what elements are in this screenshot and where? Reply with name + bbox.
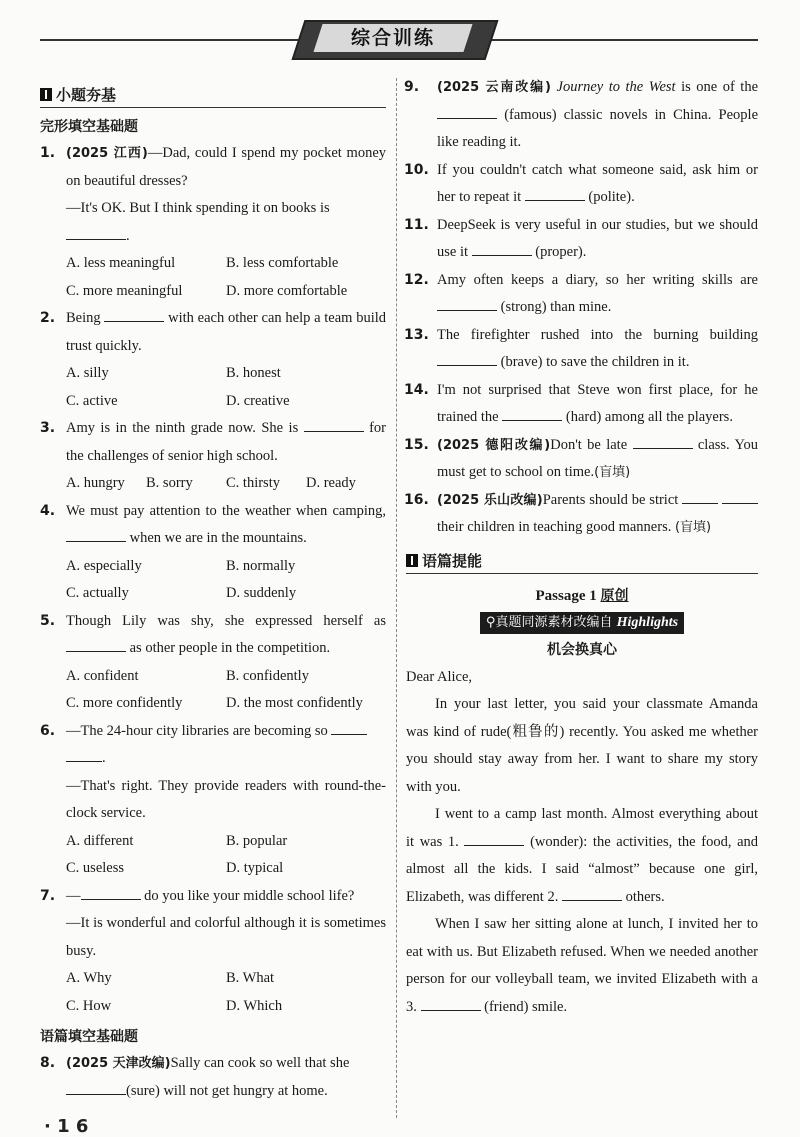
answer-blank[interactable] xyxy=(331,720,367,735)
question-text: when we are in the mountains. xyxy=(129,530,307,546)
question-8 xyxy=(40,1050,386,1105)
question-number: 11. xyxy=(404,216,429,233)
options-1 xyxy=(40,250,386,305)
question-number: 8. xyxy=(40,1055,56,1071)
answer-blank[interactable] xyxy=(437,351,497,366)
question-text: their children in teaching good manners. xyxy=(437,519,672,535)
letter-greeting: Dear Alice, xyxy=(406,668,473,685)
blind-fill-hint: (盲填) xyxy=(674,520,712,535)
options-5 xyxy=(40,663,386,718)
question-10 xyxy=(406,157,758,212)
question-number: 16. xyxy=(404,491,429,508)
options-4 xyxy=(40,553,386,608)
section-title: 语篇提能 xyxy=(422,551,483,570)
options-3 xyxy=(40,470,386,498)
location-pin-icon: ⚲ xyxy=(485,614,496,630)
answer-blank[interactable] xyxy=(66,225,126,240)
question-text: for the challenges of senior high school. xyxy=(66,420,387,464)
option-a[interactable]: A. less meaningful xyxy=(66,255,176,271)
option-c[interactable]: C. more meaningful xyxy=(66,282,183,299)
option-c[interactable]: C. more confidently xyxy=(66,695,183,711)
options-2 xyxy=(40,360,386,415)
question-6 xyxy=(40,718,386,828)
answer-blank[interactable] xyxy=(304,417,364,432)
answer-blank[interactable] xyxy=(81,885,141,900)
question-text: We must pay attention to the weather when camping, xyxy=(66,502,386,519)
option-d[interactable]: D. ready xyxy=(306,475,356,491)
book-icon xyxy=(406,554,418,567)
question-text: Being xyxy=(66,310,101,326)
question-text: If you couldn't catch what someone said, ask him or her to repeat it xyxy=(437,161,758,205)
answer-blank[interactable] xyxy=(502,406,562,421)
option-c[interactable]: C. active xyxy=(66,392,118,409)
question-text: with each other can help a team build trust quickly. xyxy=(66,310,387,354)
answer-blank[interactable] xyxy=(525,186,585,201)
question-text: (proper). xyxy=(535,244,587,260)
option-b[interactable]: B. less comfortable xyxy=(226,255,339,271)
option-a[interactable]: A. different xyxy=(66,832,134,849)
book-title: Journey to the West xyxy=(556,79,676,95)
passage-paragraph-1: In your last letter, you said your classmate Amanda was kind of rude(粗鲁的) recently. You asked me whether you should stay away from her. I want to share my story with you. xyxy=(406,696,758,795)
question-text: — xyxy=(66,887,81,904)
question-text: Sally can cook so well that she xyxy=(170,1055,350,1071)
question-text: . xyxy=(102,750,106,766)
question-7 xyxy=(40,883,386,966)
question-number: 15. xyxy=(404,436,429,453)
option-b[interactable]: B. honest xyxy=(226,365,281,381)
question-source: (2025 云南改编) xyxy=(437,80,551,95)
answer-blank[interactable] xyxy=(722,489,758,504)
section-title: 小题夯基 xyxy=(56,86,117,104)
option-a[interactable]: A. especially xyxy=(66,557,142,574)
question-text: is one of the xyxy=(681,79,759,95)
option-d[interactable]: D. suddenly xyxy=(226,585,297,601)
option-c[interactable]: C. actually xyxy=(66,585,129,601)
passage-label: Passage 1 xyxy=(535,587,597,604)
question-number: 12. xyxy=(404,271,429,288)
option-c[interactable]: C. useless xyxy=(66,860,124,876)
question-source: (2025 德阳改编) xyxy=(437,437,551,453)
answer-blank[interactable] xyxy=(633,434,693,449)
option-b[interactable]: B. normally xyxy=(226,557,296,574)
answer-blank[interactable] xyxy=(66,637,126,652)
question-2 xyxy=(40,305,386,360)
question-text: The firefighter rushed into the burning building xyxy=(437,326,758,343)
question-9 xyxy=(406,74,758,157)
question-text: —It is wonderful and colorful although it is sometimes busy. xyxy=(66,915,386,959)
question-16 xyxy=(406,487,758,542)
question-text: Amy often keeps a diary, so her writing skills are xyxy=(437,271,758,288)
passage-paragraph-2 xyxy=(406,801,758,911)
paragraph-text: (friend) smile. xyxy=(484,998,568,1015)
option-b[interactable]: B. sorry xyxy=(146,475,193,491)
passage-chinese-title: 机会换真心 xyxy=(547,641,617,658)
question-11 xyxy=(406,212,758,267)
question-number: 5. xyxy=(40,612,56,629)
question-text: (strong) than mine. xyxy=(500,299,612,315)
answer-blank[interactable] xyxy=(66,1080,126,1095)
book-icon xyxy=(40,88,52,101)
option-a[interactable]: A. Why xyxy=(66,970,112,986)
question-number: 10. xyxy=(404,161,429,178)
question-4 xyxy=(40,498,386,553)
paragraph-text: I went to a camp last month. Almost everything about it was 1. xyxy=(406,806,758,850)
option-c[interactable]: C. thirsty xyxy=(226,475,280,491)
question-14 xyxy=(406,377,758,432)
option-d[interactable]: D. Which xyxy=(226,997,283,1014)
page-title: 综合训练 xyxy=(350,27,435,49)
paragraph-text: (wonder): the activities, the food, and almost all the kids. I said “almost” because one girl, Elizabeth, was different 2. xyxy=(406,833,759,905)
option-d[interactable]: D. more comfortable xyxy=(226,282,348,299)
option-d[interactable]: D. typical xyxy=(226,860,284,876)
option-a[interactable]: A. hungry xyxy=(66,475,125,491)
question-text: —The 24-hour city libraries are becoming so xyxy=(66,722,328,739)
answer-blank[interactable] xyxy=(421,996,481,1011)
option-b[interactable]: B. What xyxy=(226,970,275,986)
question-text: . xyxy=(126,227,130,244)
passage-paragraph-3 xyxy=(406,911,758,1021)
option-b[interactable]: B. confidently xyxy=(226,667,309,684)
paragraph-text: others. xyxy=(625,888,665,905)
question-number: 14. xyxy=(404,381,429,398)
answer-blank[interactable] xyxy=(66,747,102,762)
blind-fill-hint: (盲填) xyxy=(594,465,631,480)
left-column xyxy=(40,84,386,1105)
question-13 xyxy=(406,322,758,377)
question-number: 3. xyxy=(40,420,56,436)
original-tag: 原创 xyxy=(600,587,629,604)
question-source: (2025 江西) xyxy=(66,146,148,161)
question-text: I'm not surprised that Steve won first place, for he trained the xyxy=(437,381,758,425)
answer-blank[interactable] xyxy=(437,104,497,119)
option-b[interactable]: B. popular xyxy=(226,832,288,849)
question-text: (hard) among all the players. xyxy=(565,409,733,425)
header-rule-left xyxy=(40,39,302,41)
question-15 xyxy=(406,432,758,487)
answer-blank[interactable] xyxy=(437,296,497,311)
question-text: (sure) will not get hungry at home. xyxy=(126,1082,328,1099)
question-text: Amy is in the ninth grade now. She is xyxy=(66,420,299,436)
question-3 xyxy=(40,415,386,470)
question-number: 7. xyxy=(40,887,56,904)
question-text: Though Lily was shy, she expressed herself as xyxy=(66,612,386,629)
paragraph-text: When I saw her sitting alone at lunch, I invited her to eat with us. But Elizabeth refused. When we needed another person for our volleyball team, we invited Elizabeth with a 3. xyxy=(406,916,758,1015)
question-text: (brave) to save the children in it. xyxy=(500,354,690,370)
reading-subheading: 语篇填空基础题 xyxy=(40,1029,138,1045)
question-1 xyxy=(40,140,386,250)
question-text: (famous) classic novels in China. People like reading it. xyxy=(437,106,759,150)
question-text: Don't be late xyxy=(550,436,628,453)
answer-blank[interactable] xyxy=(104,307,164,322)
question-text: as other people in the competition. xyxy=(129,640,331,656)
answer-blank[interactable] xyxy=(464,831,524,846)
question-text: —That's right. They provide readers with round-the-clock service. xyxy=(66,777,386,821)
question-text: class. You must get to school on time. xyxy=(437,436,759,480)
question-number: 6. xyxy=(40,722,56,739)
option-a[interactable]: A. confident xyxy=(66,667,139,684)
right-column xyxy=(406,74,758,1021)
cloze-subheading: 完形填空基础题 xyxy=(40,119,138,135)
question-number: 1. xyxy=(40,145,56,161)
question-text: Parents should be strict xyxy=(542,491,679,508)
answer-blank[interactable] xyxy=(562,886,622,901)
answer-blank[interactable] xyxy=(66,527,126,542)
option-a[interactable]: A. silly xyxy=(66,365,109,381)
column-divider xyxy=(396,78,397,1118)
section-heading-basics xyxy=(40,84,386,108)
option-c[interactable]: C. How xyxy=(66,997,112,1014)
question-text: —Dad, could I spend my pocket money on beautiful dresses? xyxy=(66,145,387,189)
source-badge xyxy=(480,612,684,634)
options-6 xyxy=(40,828,386,883)
option-d[interactable]: D. creative xyxy=(226,392,290,409)
question-number: 4. xyxy=(40,502,56,519)
page-number: · 1 6 xyxy=(44,1116,89,1137)
question-number: 9. xyxy=(404,79,420,95)
section-heading-passage xyxy=(406,550,758,574)
question-text: DeepSeek is very useful in our studies, but we should use it xyxy=(437,216,758,260)
passage-title xyxy=(406,582,758,610)
question-text: —It's OK. But I think spending it on books is xyxy=(66,200,330,216)
question-text: (polite). xyxy=(588,189,635,205)
question-number: 13. xyxy=(404,326,429,343)
question-number: 2. xyxy=(40,310,56,326)
question-source: (2025 天津改编) xyxy=(66,1056,171,1071)
options-7 xyxy=(40,965,386,1020)
source-badge-wrap xyxy=(406,612,758,634)
answer-blank[interactable] xyxy=(472,241,532,256)
question-source: (2025 乐山改编) xyxy=(437,492,543,508)
header-rule-right xyxy=(486,39,758,41)
badge-source-name: Highlights xyxy=(616,614,679,630)
answer-blank[interactable] xyxy=(682,489,718,504)
question-text: do you like your middle school life? xyxy=(144,887,355,904)
option-d[interactable]: D. the most confidently xyxy=(226,695,363,711)
question-12 xyxy=(406,267,758,322)
question-5 xyxy=(40,608,386,663)
badge-text: 真题同源素材改编自 xyxy=(495,614,613,630)
